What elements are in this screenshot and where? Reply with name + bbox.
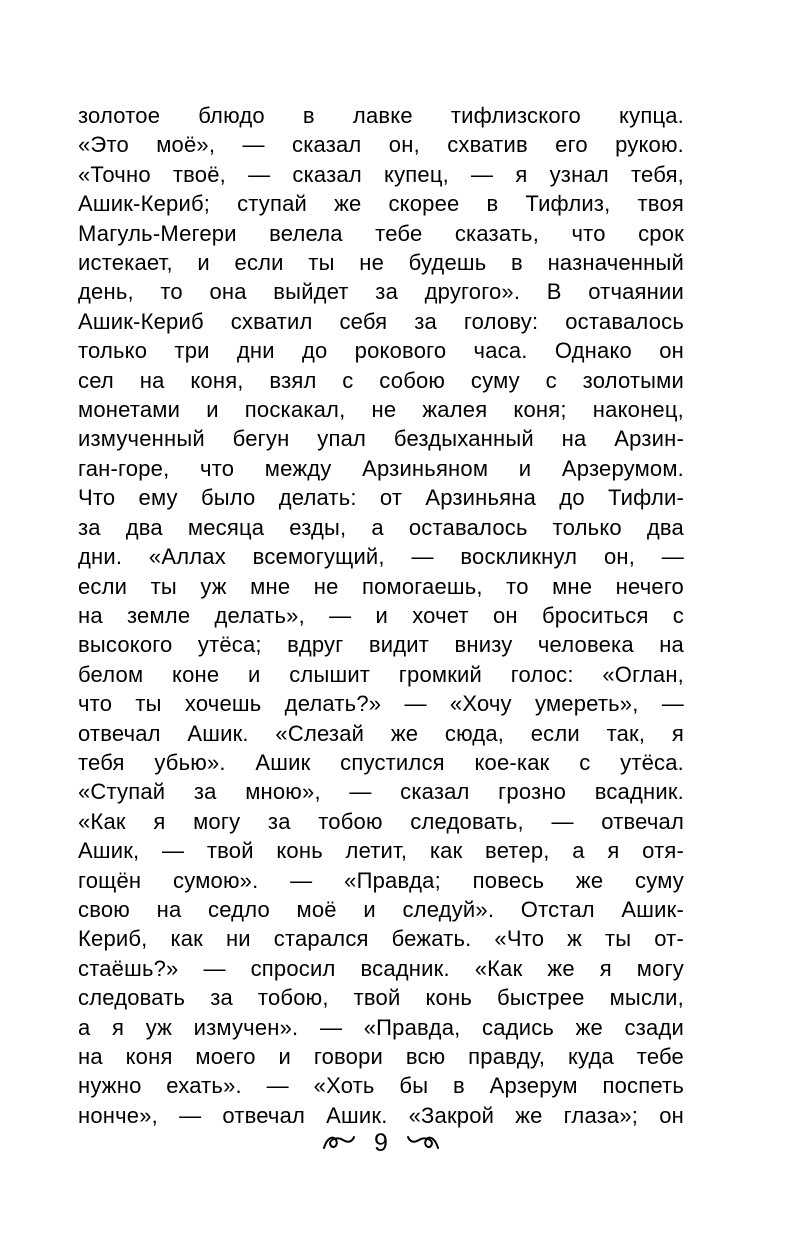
text-line: «Как я могу за тобою следовать, — отвечал	[78, 808, 684, 834]
text-line: высокого утёса; вдруг видит внизу человека на	[78, 632, 684, 658]
text-line: свою на седло моё и следуй». Отстал Ашик-	[78, 896, 684, 922]
text-line: «Это моё», — сказал он, схватив его рукою.	[78, 132, 684, 158]
text-line: следовать за тобою, твой конь быстрее мысли,	[78, 985, 684, 1011]
text-line: гощён сумою». — «Правда; повесь же суму	[78, 867, 684, 893]
text-line: белом коне и слышит громкий голос: «Оглан,	[78, 661, 684, 687]
text-line: Ашик, — твой конь летит, как ветер, а я отя-	[78, 838, 684, 864]
body-text	[78, 101, 684, 1130]
text-line: золотое блюдо в лавке тифлизского купца.	[78, 103, 684, 128]
text-line: Ашик-Кериб; ступай же скорее в Тифлиз, твоя	[78, 191, 684, 217]
text-line: если ты уж мне не помогаешь, то мне нечего	[78, 573, 684, 599]
text-line: нонче», — отвечал Ашик. «Закрой же глаза»; он	[78, 1102, 684, 1128]
text-line: что ты хочешь делать?» — «Хочу умереть», —	[78, 691, 684, 717]
page-number: 9	[374, 1128, 388, 1157]
text-line: «Ступай за мною», — сказал грозно всадник.	[78, 779, 684, 805]
text-line: Ашик-Кериб схватил себя за голову: оставалось	[78, 308, 684, 334]
text-line: Магуль-Мегери велела тебе сказать, что срок	[78, 220, 684, 246]
text-line: измученный бегун упал бездыханный на Арзин-	[78, 426, 684, 452]
text-line: на коня моего и говори всю правду, куда тебе	[78, 1044, 684, 1069]
text-line: ган-горе, что между Арзиньяном и Арзерумом.	[78, 455, 684, 481]
page-footer	[78, 1126, 684, 1160]
text-line: тебя убью». Ашик спустился кое-как с утёса.	[78, 749, 684, 775]
text-line: «Точно твоё, — сказал купец, — я узнал тебя,	[78, 161, 684, 187]
text-line: за два месяца езды, а оставалось только два	[78, 514, 684, 540]
text-line: отвечал Ашик. «Слезай же сюда, если так, я	[78, 720, 684, 746]
text-line: стаёшь?» — спросил всадник. «Как же я могу	[78, 955, 684, 981]
text-line: на земле делать», — и хочет он броситься с	[78, 602, 684, 628]
text-line: нужно ехать». — «Хоть бы в Арзерум поспеть	[78, 1073, 684, 1099]
text-line: Кериб, как ни старался бежать. «Что ж ты от-	[78, 926, 684, 952]
text-line: монетами и поскакал, не жалея коня; наконец,	[78, 397, 684, 423]
text-line: Что ему было делать: от Арзиньяна до Тифли-	[78, 485, 684, 511]
text-line: истекает, и если ты не будешь в назначенный	[78, 250, 684, 276]
text-line: дни. «Аллах всемогущий, — воскликнул он, —	[78, 544, 684, 570]
text-line: а я уж измучен». — «Правда, садись же сзади	[78, 1014, 684, 1040]
flourish-left-icon	[322, 1132, 356, 1154]
flourish-right-icon	[406, 1132, 440, 1154]
text-line: сел на коня, взял с собою суму с золотыми	[78, 367, 684, 393]
text-line: день, то она выйдет за другого». В отчаянии	[78, 279, 684, 305]
text-line: только три дни до рокового часа. Однако он	[78, 338, 684, 364]
